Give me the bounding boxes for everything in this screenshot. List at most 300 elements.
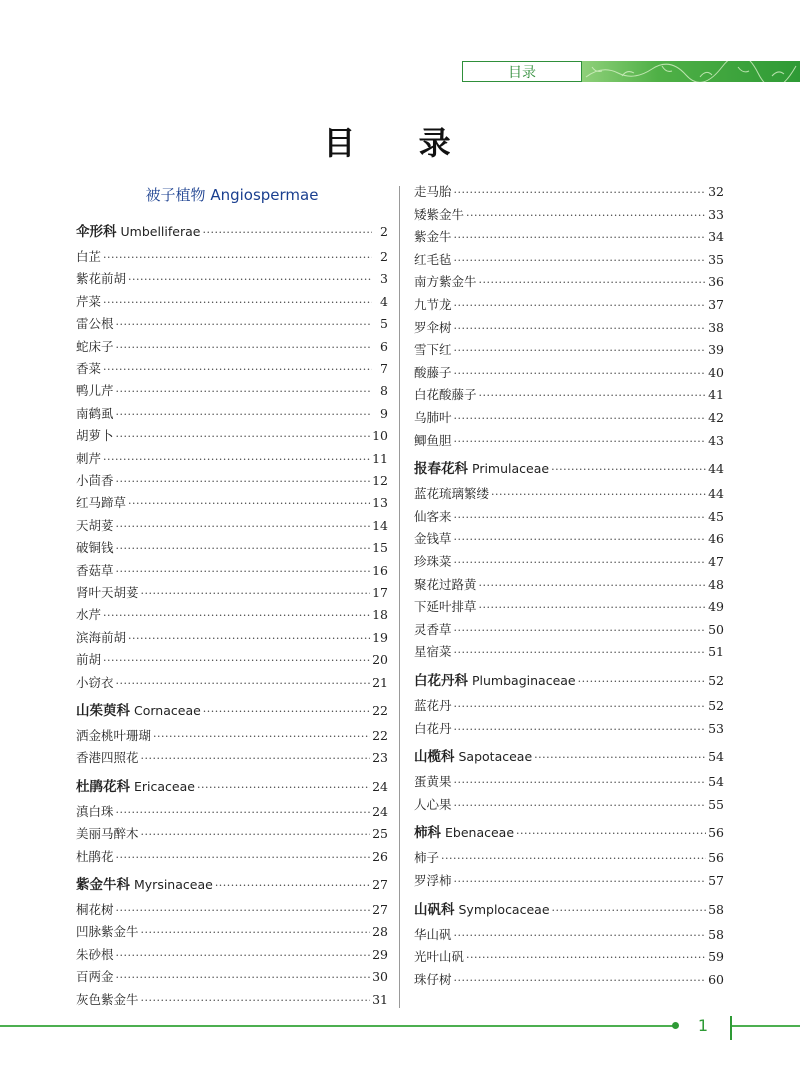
- toc-entry[interactable]: [414, 577, 724, 594]
- section-heading: 被子植物 Angiospermae: [145, 186, 319, 204]
- entry-name-text: 洒金桃叶珊瑚: [76, 728, 152, 743]
- toc-entry[interactable]: [76, 540, 388, 557]
- entry-page-number: 46: [708, 531, 724, 547]
- toc-entry[interactable]: [414, 229, 724, 246]
- dot-leader: [491, 487, 706, 503]
- entry-page-number: 39: [708, 342, 724, 358]
- dot-leader: [116, 903, 371, 919]
- toc-entry[interactable]: [414, 486, 724, 503]
- footer-tick: [730, 1016, 732, 1040]
- toc-entry[interactable]: [414, 644, 724, 661]
- entry-name-text: 仙客来: [414, 508, 452, 524]
- entry-name: [414, 410, 452, 426]
- dot-leader: [116, 317, 372, 333]
- entry-page-number: 9: [380, 405, 388, 421]
- entry-page-number: 27: [372, 877, 388, 892]
- entry-name: [414, 342, 452, 358]
- entry-name: [414, 184, 452, 200]
- entry-name-text: 桐花树: [76, 902, 114, 917]
- toc-entry[interactable]: [76, 607, 388, 624]
- toc-entry[interactable]: [414, 531, 724, 548]
- dot-leader: [552, 903, 707, 919]
- toc-entry[interactable]: [414, 297, 724, 314]
- dot-leader: [141, 586, 371, 602]
- dot-leader: [454, 645, 707, 661]
- entry-name: [76, 703, 201, 719]
- page-title: 目 录: [323, 124, 477, 162]
- entry-name: [76, 451, 101, 467]
- entry-latin-name: Plumbaginaceae: [472, 673, 576, 688]
- entry-page-number: 27: [372, 902, 388, 917]
- toc-entry[interactable]: [76, 271, 388, 288]
- entry-name: [414, 531, 452, 547]
- toc-entry[interactable]: [414, 207, 724, 224]
- toc-family-entry[interactable]: [76, 877, 388, 894]
- entry-page-number: 51: [708, 644, 724, 660]
- dot-leader: [141, 925, 371, 941]
- entry-page-number: 58: [708, 901, 724, 917]
- toc-family-entry[interactable]: [414, 902, 724, 919]
- entry-page-number: 58: [708, 926, 724, 942]
- entry-name: [414, 509, 452, 525]
- entry-name: [414, 797, 452, 813]
- dot-leader: [116, 805, 371, 821]
- entry-name: [76, 924, 139, 940]
- entry-name-text: 人心果: [414, 796, 452, 812]
- entry-name-text: 雷公根: [76, 316, 114, 332]
- entry-name: [414, 207, 464, 223]
- toc-entry[interactable]: [76, 518, 388, 535]
- toc-entry[interactable]: [414, 873, 724, 890]
- dot-leader: [116, 970, 371, 986]
- entry-name-text: 珠仔树: [414, 971, 452, 987]
- toc-entry[interactable]: [76, 947, 388, 964]
- dot-leader: [578, 674, 706, 690]
- entry-name: [76, 540, 114, 556]
- dot-leader: [103, 362, 372, 378]
- entry-page-number: 2: [380, 249, 388, 264]
- entry-page-number: 48: [708, 576, 724, 592]
- entry-latin-name: Umbelliferae: [120, 224, 201, 239]
- toc-entry[interactable]: [414, 410, 724, 427]
- entry-name-text: 报春花科: [414, 461, 468, 478]
- entry-name-text: 香港四照花: [76, 750, 139, 766]
- header-tab-label: 目录: [462, 61, 582, 82]
- dot-leader: [441, 851, 706, 867]
- entry-name: [414, 433, 452, 449]
- toc-entry[interactable]: [414, 387, 724, 404]
- entry-page-number: 24: [372, 778, 388, 794]
- header-tab: [462, 61, 800, 82]
- toc-entry[interactable]: [414, 342, 724, 359]
- toc-entry[interactable]: [414, 927, 724, 944]
- entry-name: [76, 804, 114, 820]
- entry-name-text: 前胡: [76, 652, 102, 668]
- entry-name-text: 走马胎: [414, 184, 452, 199]
- entry-page-number: 18: [372, 607, 388, 623]
- toc-entry[interactable]: [414, 850, 724, 867]
- dot-leader: [516, 826, 706, 842]
- entry-name-text: 白花丹科: [414, 673, 468, 689]
- toc-entry[interactable]: [76, 924, 388, 941]
- entry-name: [76, 779, 195, 795]
- entry-name: [76, 826, 139, 842]
- entry-page-number: 14: [372, 517, 388, 533]
- entry-latin-name: Primulaceae: [472, 461, 550, 477]
- dot-leader: [454, 230, 707, 246]
- toc-entry[interactable]: [76, 804, 388, 821]
- entry-page-number: 54: [708, 774, 724, 790]
- entry-name-text: 水芹: [76, 607, 102, 623]
- entry-name-text: 山茱萸科: [76, 703, 130, 719]
- entry-page-number: 49: [708, 599, 724, 615]
- entry-name-text: 白芷: [76, 249, 102, 264]
- entry-name-text: 红马蹄草: [76, 495, 127, 511]
- entry-name-text: 雪下红: [414, 342, 452, 358]
- toc-family-entry[interactable]: [76, 703, 388, 720]
- entry-name-text: 白花酸藤子: [414, 387, 477, 403]
- page-number: 1: [697, 1016, 709, 1035]
- entry-name: [414, 387, 477, 403]
- entry-page-number: 40: [708, 364, 724, 380]
- entry-name: [414, 825, 514, 841]
- toc-entry[interactable]: [76, 428, 388, 445]
- dot-leader: [141, 993, 371, 1009]
- toc-entry[interactable]: [76, 675, 388, 692]
- entry-page-number: 50: [708, 621, 724, 637]
- dot-leader: [454, 532, 707, 548]
- entry-name-text: 山榄科: [414, 749, 455, 766]
- dot-leader: [116, 541, 371, 557]
- dot-leader: [454, 366, 707, 382]
- entry-name: [76, 271, 126, 287]
- toc-entry[interactable]: [76, 406, 388, 423]
- entry-name: [414, 622, 452, 638]
- entry-name-text: 罗伞树: [414, 319, 452, 335]
- entry-page-number: 4: [380, 293, 388, 309]
- entry-name: [414, 774, 452, 790]
- entry-page-number: 53: [708, 720, 724, 736]
- entry-name-text: 香菜: [76, 361, 102, 376]
- entry-name-text: 美丽马醉木: [76, 826, 139, 842]
- dot-leader: [479, 600, 707, 616]
- entry-page-number: 35: [708, 251, 724, 267]
- toc-entry[interactable]: [76, 383, 388, 400]
- entry-name: [76, 339, 114, 355]
- toc-entry[interactable]: [414, 320, 724, 337]
- entry-name-text: 灵香草: [414, 621, 452, 637]
- entry-page-number: 25: [372, 826, 388, 842]
- entry-page-number: 30: [372, 969, 388, 985]
- dot-leader: [128, 496, 370, 512]
- toc-entry[interactable]: [414, 949, 724, 966]
- entry-page-number: 6: [380, 338, 388, 354]
- entry-page-number: 44: [708, 461, 724, 477]
- entry-name: [76, 849, 114, 865]
- toc-family-entry[interactable]: [76, 224, 388, 241]
- entry-page-number: 47: [708, 554, 724, 569]
- entry-name-text: 滇白珠: [76, 803, 114, 819]
- dot-leader: [203, 704, 370, 720]
- dot-leader: [466, 208, 706, 224]
- entry-name: [76, 406, 114, 422]
- toc-entry[interactable]: [76, 316, 388, 333]
- toc-entry[interactable]: [76, 728, 388, 745]
- dot-leader: [479, 275, 707, 291]
- entry-name: [76, 224, 200, 240]
- entry-page-number: 22: [372, 703, 388, 718]
- entry-name: [76, 992, 139, 1008]
- toc-family-entry[interactable]: [414, 825, 724, 842]
- toc-entry[interactable]: [76, 969, 388, 986]
- entry-page-number: 26: [372, 848, 388, 864]
- entry-name-text: 柿科: [414, 825, 441, 842]
- toc-entry[interactable]: [414, 274, 724, 291]
- entry-page-number: 36: [708, 274, 724, 290]
- dot-leader: [454, 510, 707, 526]
- entry-page-number: 41: [708, 387, 724, 403]
- entry-page-number: 8: [380, 383, 388, 399]
- entry-name-text: 华山矾: [414, 926, 452, 942]
- entry-name-text: 南鹤虱: [76, 405, 114, 421]
- entry-name-text: 罗浮柿: [414, 873, 452, 888]
- entry-page-number: 17: [372, 585, 388, 600]
- entry-page-number: 43: [708, 432, 724, 448]
- entry-name-text: 杜鹃花: [76, 848, 114, 864]
- toc-family-entry[interactable]: [414, 749, 724, 766]
- entry-name-text: 山矾科: [414, 901, 455, 918]
- toc-entry[interactable]: [76, 563, 388, 580]
- entry-name: [76, 652, 101, 668]
- toc-entry[interactable]: [76, 451, 388, 468]
- entry-name: [414, 274, 477, 290]
- dot-leader: [116, 474, 371, 490]
- entry-name-text: 九节龙: [414, 297, 452, 312]
- entry-page-number: 28: [372, 924, 388, 940]
- dot-leader: [116, 340, 372, 356]
- footer-dot: [672, 1022, 679, 1029]
- entry-page-number: 31: [372, 991, 388, 1007]
- dot-leader: [103, 295, 372, 311]
- dot-leader: [454, 973, 707, 989]
- entry-name: [76, 495, 126, 511]
- toc-entry[interactable]: [414, 774, 724, 791]
- header-decorative-band: [582, 61, 800, 82]
- entry-name-text: 伞形科: [76, 224, 117, 240]
- entry-page-number: 45: [708, 508, 724, 524]
- entry-page-number: 16: [372, 562, 388, 578]
- toc-entry[interactable]: [414, 433, 724, 450]
- entry-page-number: 23: [372, 750, 388, 766]
- entry-name-text: 百两金: [76, 969, 114, 985]
- entry-page-number: 34: [708, 229, 724, 245]
- toc-entry[interactable]: [414, 972, 724, 989]
- entry-page-number: 2: [380, 224, 388, 239]
- entry-page-number: 12: [372, 473, 388, 488]
- entry-page-number: 52: [708, 673, 724, 688]
- entry-name: [414, 721, 452, 737]
- entry-latin-name: Symplocaceae: [458, 901, 550, 917]
- toc-entry[interactable]: [76, 339, 388, 356]
- dot-leader: [454, 798, 707, 814]
- entry-page-number: 10: [372, 428, 388, 444]
- toc-entry[interactable]: [414, 509, 724, 526]
- entry-name-text: 星宿菜: [414, 644, 452, 660]
- toc-entry[interactable]: [76, 361, 388, 378]
- entry-page-number: 60: [708, 971, 724, 987]
- entry-name: [414, 554, 452, 570]
- entry-name-text: 小茴香: [76, 473, 114, 488]
- toc-entry[interactable]: [76, 902, 388, 919]
- column-divider: [399, 186, 400, 1008]
- entry-name: [414, 927, 452, 943]
- entry-latin-name: Sapotaceae: [458, 749, 533, 765]
- entry-name: [76, 361, 101, 377]
- entry-name: [76, 947, 114, 963]
- dot-leader: [466, 950, 706, 966]
- entry-name: [76, 902, 114, 918]
- entry-name-text: 蓝花丹: [414, 698, 452, 713]
- toc-entry[interactable]: [414, 184, 724, 201]
- entry-name-text: 珍珠菜: [414, 554, 452, 569]
- entry-name: [414, 297, 452, 313]
- dot-leader: [534, 750, 706, 766]
- entry-page-number: 44: [708, 486, 724, 502]
- dot-leader: [141, 751, 371, 767]
- entry-name: [414, 949, 464, 965]
- toc-entry[interactable]: [76, 652, 388, 669]
- entry-name: [76, 630, 126, 646]
- entry-name-text: 鲫鱼胆: [414, 432, 452, 448]
- toc-entry[interactable]: [414, 797, 724, 814]
- dot-leader: [454, 185, 707, 201]
- entry-latin-name: Myrsinaceae: [134, 877, 213, 892]
- entry-page-number: 52: [708, 698, 724, 713]
- entry-name-text: 天胡荽: [76, 517, 114, 533]
- entry-name: [414, 320, 452, 336]
- entry-name: [414, 749, 532, 765]
- toc-entry[interactable]: [414, 698, 724, 715]
- entry-name-text: 白花丹: [414, 720, 452, 736]
- entry-name-text: 金钱草: [414, 531, 452, 547]
- entry-page-number: 37: [708, 297, 724, 312]
- toc-entry[interactable]: [414, 721, 724, 738]
- toc-entry[interactable]: [414, 252, 724, 269]
- toc-entry[interactable]: [76, 585, 388, 602]
- toc-entry[interactable]: [76, 495, 388, 512]
- toc-entry[interactable]: [76, 750, 388, 767]
- dot-leader: [116, 850, 371, 866]
- entry-latin-name: Ericaceae: [134, 778, 195, 794]
- dot-leader: [454, 321, 707, 337]
- entry-name: [414, 873, 452, 889]
- toc-entry[interactable]: [76, 473, 388, 490]
- entry-name-text: 紫金牛: [414, 229, 452, 245]
- entry-name: [414, 486, 489, 502]
- entry-name: [414, 850, 439, 866]
- entry-page-number: 56: [708, 850, 724, 866]
- entry-name: [76, 473, 114, 489]
- entry-name-text: 酸藤子: [414, 364, 452, 380]
- dot-leader: [479, 578, 707, 594]
- entry-page-number: 32: [708, 184, 724, 199]
- entry-name-text: 紫花前胡: [76, 271, 127, 287]
- toc-entry[interactable]: [76, 249, 388, 266]
- entry-page-number: 56: [708, 825, 724, 841]
- dot-leader: [454, 928, 707, 944]
- entry-name: [414, 644, 452, 660]
- toc-entry[interactable]: [76, 826, 388, 843]
- entry-name: [414, 698, 452, 714]
- dot-leader: [103, 250, 372, 266]
- entry-name-text: 肾叶天胡荽: [76, 585, 139, 600]
- dot-leader: [454, 699, 707, 715]
- toc-family-entry[interactable]: [76, 779, 388, 796]
- entry-page-number: 59: [708, 949, 724, 965]
- entry-name-text: 柿子: [414, 850, 440, 866]
- dot-leader: [551, 462, 706, 478]
- dot-leader: [128, 272, 372, 288]
- entry-name: [76, 563, 114, 579]
- dot-leader: [454, 874, 707, 890]
- dot-leader: [197, 780, 370, 796]
- entry-name-text: 鸭儿芹: [76, 383, 114, 399]
- dot-leader: [116, 384, 372, 400]
- toc-family-entry[interactable]: [414, 673, 724, 690]
- entry-page-number: 19: [372, 629, 388, 645]
- entry-name-text: 蓝花琉璃繁缕: [414, 486, 490, 502]
- entry-name-text: 杜鹃花科: [76, 778, 130, 795]
- entry-page-number: 7: [380, 361, 388, 376]
- entry-page-number: 21: [372, 674, 388, 690]
- toc-entry[interactable]: [414, 365, 724, 382]
- entry-name-text: 红毛毡: [414, 251, 452, 267]
- entry-page-number: 15: [372, 540, 388, 556]
- entry-name: [76, 607, 101, 623]
- entry-page-number: 5: [380, 316, 388, 332]
- entry-name-text: 小窃衣: [76, 674, 114, 690]
- entry-name: [414, 577, 477, 593]
- dot-leader: [454, 722, 707, 738]
- dot-leader: [454, 298, 707, 314]
- entry-name: [414, 252, 452, 268]
- entry-page-number: 42: [708, 410, 724, 425]
- toc-entry[interactable]: [414, 599, 724, 616]
- dot-leader: [103, 452, 370, 468]
- entry-name-text: 南方紫金牛: [414, 274, 477, 290]
- toc-entry[interactable]: [76, 630, 388, 647]
- toc-entry[interactable]: [76, 992, 388, 1009]
- entry-name: [76, 428, 114, 444]
- entry-page-number: 54: [708, 749, 724, 765]
- dot-leader: [128, 631, 370, 647]
- dot-leader: [479, 388, 707, 404]
- entry-name-text: 破铜钱: [76, 540, 114, 556]
- entry-name-text: 光叶山矾: [414, 949, 465, 965]
- dot-leader: [103, 653, 370, 669]
- toc-entry[interactable]: [76, 849, 388, 866]
- entry-name-text: 胡萝卜: [76, 428, 114, 444]
- dot-leader: [153, 729, 370, 745]
- entry-name: [414, 229, 452, 245]
- toc-entry[interactable]: [414, 554, 724, 571]
- toc-entry[interactable]: [76, 294, 388, 311]
- dot-leader: [116, 564, 371, 580]
- toc-entry[interactable]: [414, 622, 724, 639]
- entry-name-text: 滨海前胡: [76, 629, 127, 645]
- dot-leader: [454, 253, 707, 269]
- toc-family-entry[interactable]: [414, 461, 724, 478]
